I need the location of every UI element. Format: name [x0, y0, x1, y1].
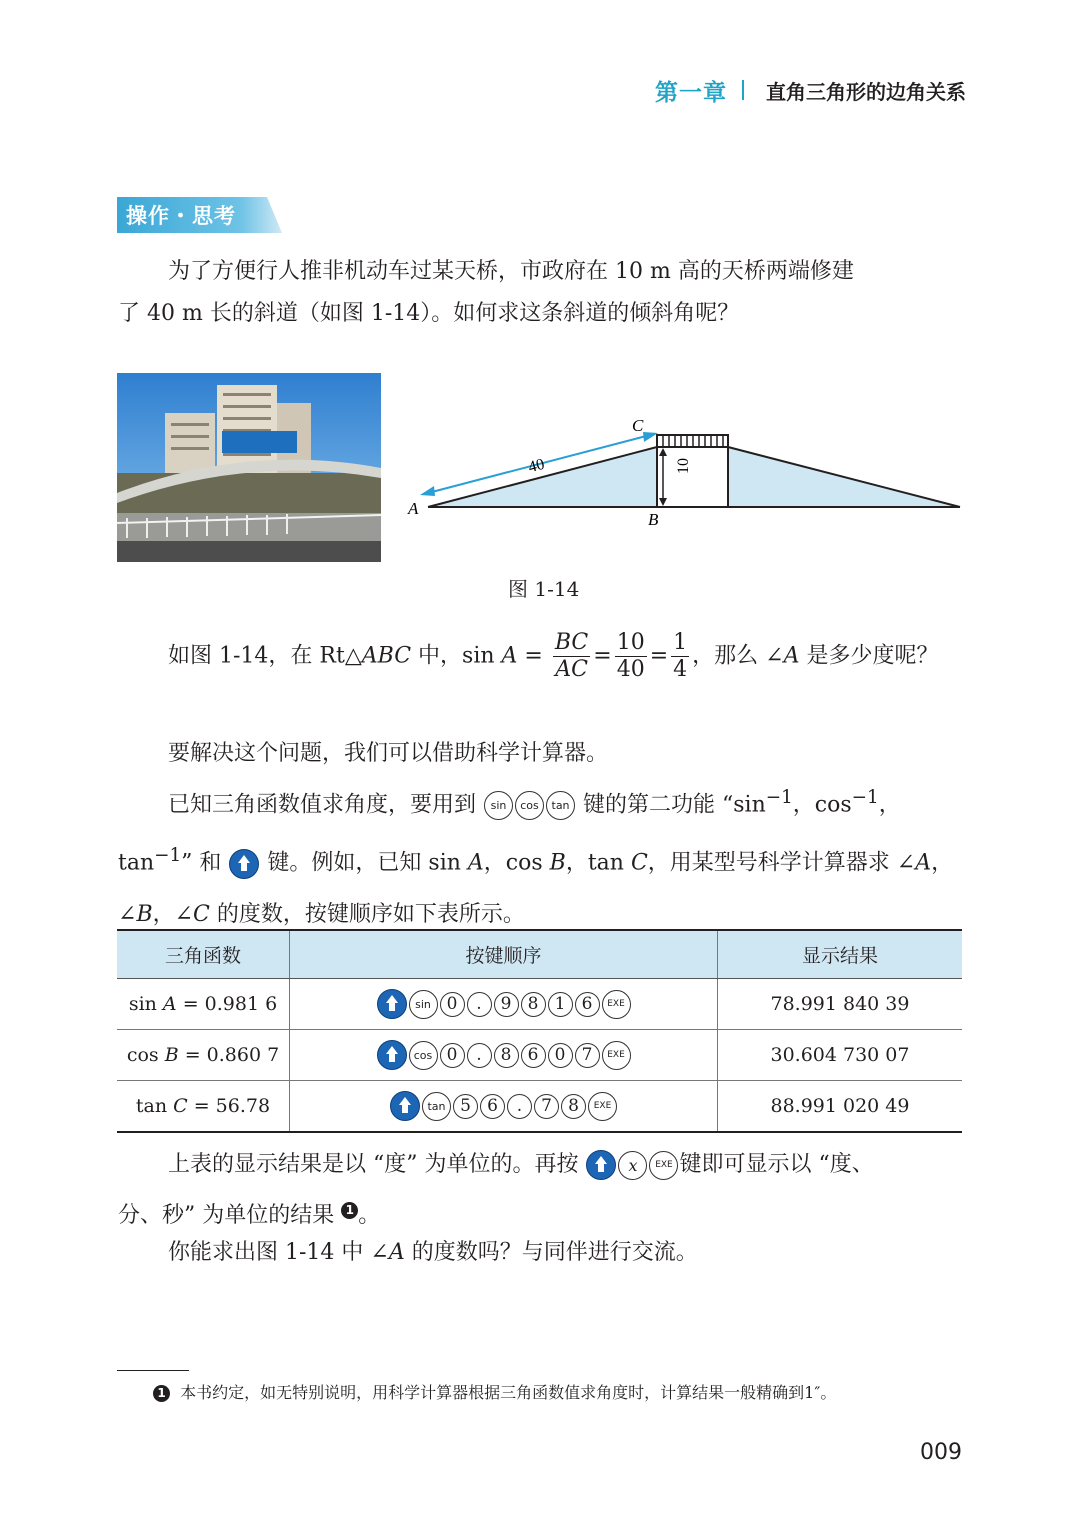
result-cell: 88.991 020 49 — [718, 1081, 963, 1133]
fraction-1-4: $\frac{1}{4}$ — [673, 630, 688, 682]
digit-key-icon: 6 — [521, 1043, 546, 1068]
tan-key-icon: tan — [422, 1092, 451, 1121]
shift-key-icon — [229, 849, 259, 879]
table-row — [117, 1030, 962, 1081]
exe-key-icon: EXE — [649, 1151, 678, 1180]
digit-key-icon: 7 — [575, 1043, 600, 1068]
exe-key-icon: EXE — [588, 1092, 617, 1121]
label-40: 40 — [526, 455, 547, 477]
footnote — [153, 1380, 836, 1403]
digit-key-icon: 1 — [548, 992, 573, 1017]
intro-line-1: 为了方便行人推非机动车过某天桥，市政府在 10 m 高的天桥两端修建 — [168, 259, 854, 284]
sin-key-icon: sin — [484, 791, 513, 820]
footnote-text: 本书约定，如无特别说明，用科学计算器根据三角函数值求角度时，计算结果一般精确到1″。 — [180, 1383, 837, 1402]
exe-key-icon: EXE — [602, 990, 631, 1019]
fraction-bc-ac: $\frac{BC}{AC}$ — [554, 630, 589, 682]
label-B: B — [648, 510, 659, 529]
label-C: C — [632, 416, 644, 435]
shift-key-icon — [390, 1091, 420, 1121]
digit-key-icon: 0 — [440, 1043, 465, 1068]
figure-caption: 图 1-14 — [508, 577, 580, 601]
paragraph-calculator-intro: 要解决这个问题，我们可以借助科学计算器。 — [168, 741, 609, 766]
digit-key-icon: . — [467, 992, 492, 1017]
formula-end: 是多少度呢？ — [799, 643, 939, 669]
shift-key-icon — [586, 1150, 616, 1180]
label-A: A — [408, 499, 419, 518]
angle-var-2: A — [783, 643, 800, 669]
formula-line: 如图 1-14，在 Rt△ABC 中，sin A = $\frac{BC}{AC}$ = $\frac{10}{40}$ = $\frac{1}{4}$ ，那么 ∠A 是多少度呢？ — [168, 630, 939, 682]
digit-key-icon: 7 — [534, 1094, 559, 1119]
digit-key-icon: 6 — [575, 992, 600, 1017]
formula-suffix: ，那么 ∠ — [692, 643, 784, 669]
digit-key-icon: 0 — [548, 1043, 573, 1068]
digit-key-icon: . — [467, 1043, 492, 1068]
intro-line-2: 了 40 m 长的斜道（如图 1-14）。如何求这条斜道的倾斜角呢？ — [118, 301, 740, 326]
function-cell: cos B = 0.860 7 — [117, 1030, 290, 1081]
function-cell: sin A = 0.981 6 — [117, 979, 290, 1030]
x-key-icon: x — [618, 1151, 647, 1180]
digit-key-icon: 5 — [453, 1094, 478, 1119]
footnote-marker: 1 — [341, 1202, 358, 1219]
digit-key-icon: 8 — [521, 992, 546, 1017]
function-cell: tan C = 56.78 — [117, 1081, 290, 1133]
section-badge-label: 操作・思考 — [126, 204, 236, 228]
digit-key-icon: . — [507, 1094, 532, 1119]
label-10: 10 — [675, 458, 692, 474]
formula-prefix: 如图 1-14，在 Rt△ — [168, 643, 362, 669]
triangle-name: ABC — [361, 643, 412, 669]
table-row — [117, 979, 962, 1030]
page-number: 009 — [920, 1440, 962, 1465]
digit-key-icon: 8 — [494, 1043, 519, 1068]
sin-key-icon: sin — [409, 990, 438, 1019]
table-header-row — [117, 930, 962, 979]
intro-paragraph — [118, 251, 968, 335]
chapter-title: 直角三角形的边角关系 — [766, 80, 966, 104]
paragraph-question: 你能求出图 1-14 中 ∠A 的度数吗？与同伴进行交流。 — [168, 1240, 698, 1265]
digit-key-icon: 8 — [561, 1094, 586, 1119]
cos-key-icon: cos — [409, 1041, 438, 1070]
result-cell: 78.991 840 39 — [718, 979, 963, 1030]
angle-var: A — [501, 643, 518, 669]
exe-key-icon: EXE — [602, 1041, 631, 1070]
formula-mid: 中，sin — [411, 643, 502, 669]
table-row — [117, 1081, 962, 1133]
header-function: 三角函数 — [117, 930, 290, 979]
header-separator — [742, 80, 744, 100]
chapter-label: 第一章 — [655, 80, 727, 106]
footnote-mark: 1 — [153, 1385, 170, 1402]
footnote-divider — [117, 1370, 189, 1371]
shift-key-icon — [377, 1040, 407, 1070]
key-sequence-table — [117, 929, 962, 1133]
paragraph-inverse-functions: 已知三角函数值求角度，要用到 sin cos tan 键的第二功能 “$\sin^{-1}$，$\cos^{-1}$， $\tan^{-1}$” 和 键。例如，已知 sin A，cos B，tan C，用某型号科学计算器求 ∠A， ∠B，∠C 的度数，按键顺序如下表所示。 — [118, 787, 954, 927]
ramp-diagram — [400, 408, 970, 538]
key-sequence-cell — [290, 979, 718, 1030]
digit-key-icon: 0 — [440, 992, 465, 1017]
result-cell: 30.604 730 07 — [718, 1030, 963, 1081]
key-sequence-cell — [290, 1030, 718, 1081]
digit-key-icon: 6 — [480, 1094, 505, 1119]
cos-key-icon: cos — [515, 791, 544, 820]
digit-key-icon: 9 — [494, 992, 519, 1017]
shift-key-icon — [377, 989, 407, 1019]
bridge-photo — [117, 373, 381, 562]
header-result: 显示结果 — [718, 930, 963, 979]
tan-key-icon: tan — [546, 791, 575, 820]
key-sequence-cell — [290, 1081, 718, 1133]
fraction-10-40: $\frac{10}{40}$ — [616, 630, 645, 682]
paragraph-dms-display: 上表的显示结果是以 “度” 为单位的。再按 x EXE 键即可显示以 “度、 分、秒” 为单位的结果 1 。 — [118, 1152, 874, 1228]
header-key-sequence: 按键顺序 — [290, 930, 718, 979]
